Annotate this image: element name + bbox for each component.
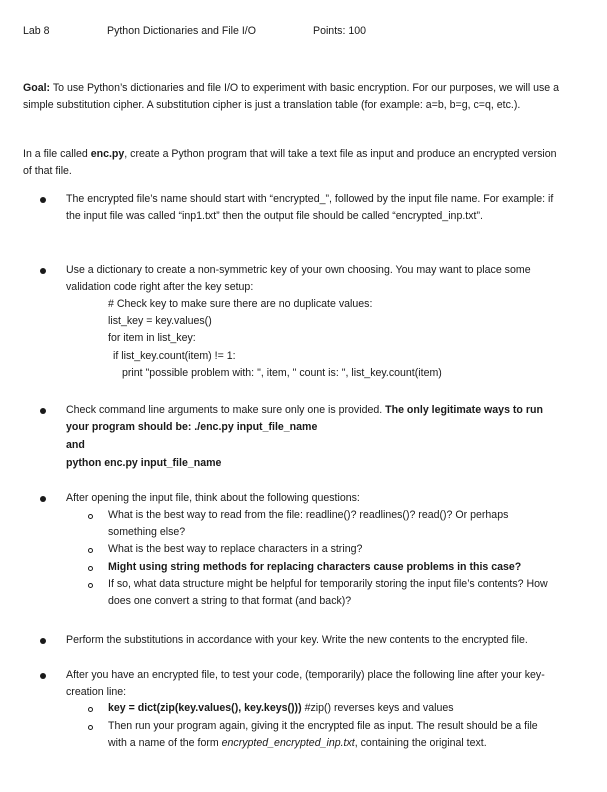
intro-text-post: , create a Python program that will take a text file as input and produce an encrypted version of that file. [23,148,557,178]
reverse-key-line [108,700,558,717]
reverse-key-code: key = dict(zip(key.values(), key.keys())) [108,702,302,714]
bullet-dictionary-key: Use a dictionary to create a non-symmetric key of your own choosing. You may want to place some validation code right after the key setup: [66,264,531,294]
bullet-marker [40,496,46,502]
and-label: and [66,439,85,451]
command-line-text: Check command line arguments to make sure only one is provided. [66,404,386,416]
python-command: python enc.py input_file_name [66,457,222,469]
intro-paragraph [23,146,563,181]
sub-bullet-marker [88,548,93,553]
rerun-text-post: , containing the original text. [354,737,487,750]
bullet-marker [40,638,46,644]
code-line: list_key = key.values() [108,315,212,327]
bullet-marker [40,673,46,679]
code-line: for item in list_key: [108,332,196,344]
bullet-marker [40,197,46,203]
question-item: Might using string methods for replacing characters cause problems in this case? [108,561,522,573]
goal-text: To use Python’s dictionaries and file I/O to experiment with basic encryption. For our purposes, we will use a simple substitution cipher. A substitution cipher is just a translation table (for example: a=b, b=g, c=q, etc.). [23,82,560,112]
bullet-command-line [66,402,561,437]
question-item: If so, what data structure might be helpful for temporarily storing the input file’s contents? How does one convert a string to that format (and back)? [108,578,548,608]
goal-paragraph [23,80,563,115]
document-title: Python Dictionaries and File I/O [107,25,256,37]
bullet-marker [40,268,46,274]
rerun-filename: encrypted_encrypted_inp.txt [221,737,355,750]
bullet-substitutions: Perform the substitutions in accordance with your key. Write the new contents to the encrypted file. [66,634,528,646]
question-item: What is the best way to replace characters in a string? [108,543,363,555]
sub-bullet-marker [88,514,93,519]
rerun-instruction [108,718,558,753]
sub-bullet-marker [88,583,93,588]
bullet-output-filename: The encrypted file’s name should start with “encrypted_”, followed by the input file name. For example: if the input file was called “inp1.txt” then the output file should be called “encrypted_inp.txt”. [66,193,554,223]
intro-filename: enc.py [90,148,125,160]
points-label: Points: 100 [313,25,367,37]
sub-bullet-marker [88,566,93,571]
code-line: # Check key to make sure there are no duplicate values: [108,298,373,310]
code-line: if list_key.count(item) != 1: [113,350,236,362]
command-line-bold: The only legitimate ways to run your program should be: ./enc.py input_file_name [66,404,543,434]
sub-bullet-marker [88,707,93,712]
sub-bullet-marker [88,725,93,730]
reverse-key-comment: #zip() reverses keys and values [301,702,454,714]
goal-label: Goal: [23,82,51,94]
question-item: What is the best way to read from the file: readline()? readlines()? read()? Or perhaps something else? [108,509,509,539]
rerun-text-pre: Then run your program again, giving it the encrypted file as input. The result should be a file with a name of the form [108,720,538,750]
bullet-questions: After opening the input file, think about the following questions: [66,492,360,504]
bullet-test-code: After you have an encrypted file, to test your code, (temporarily) place the following line after your key-creation line: [66,669,545,699]
code-line: print "possible problem with: ", item, " count is: ", list_key.count(item) [122,367,442,379]
bullet-marker [40,408,46,414]
lab-number: Lab 8 [23,25,50,37]
intro-text-pre: In a file called [23,148,91,160]
